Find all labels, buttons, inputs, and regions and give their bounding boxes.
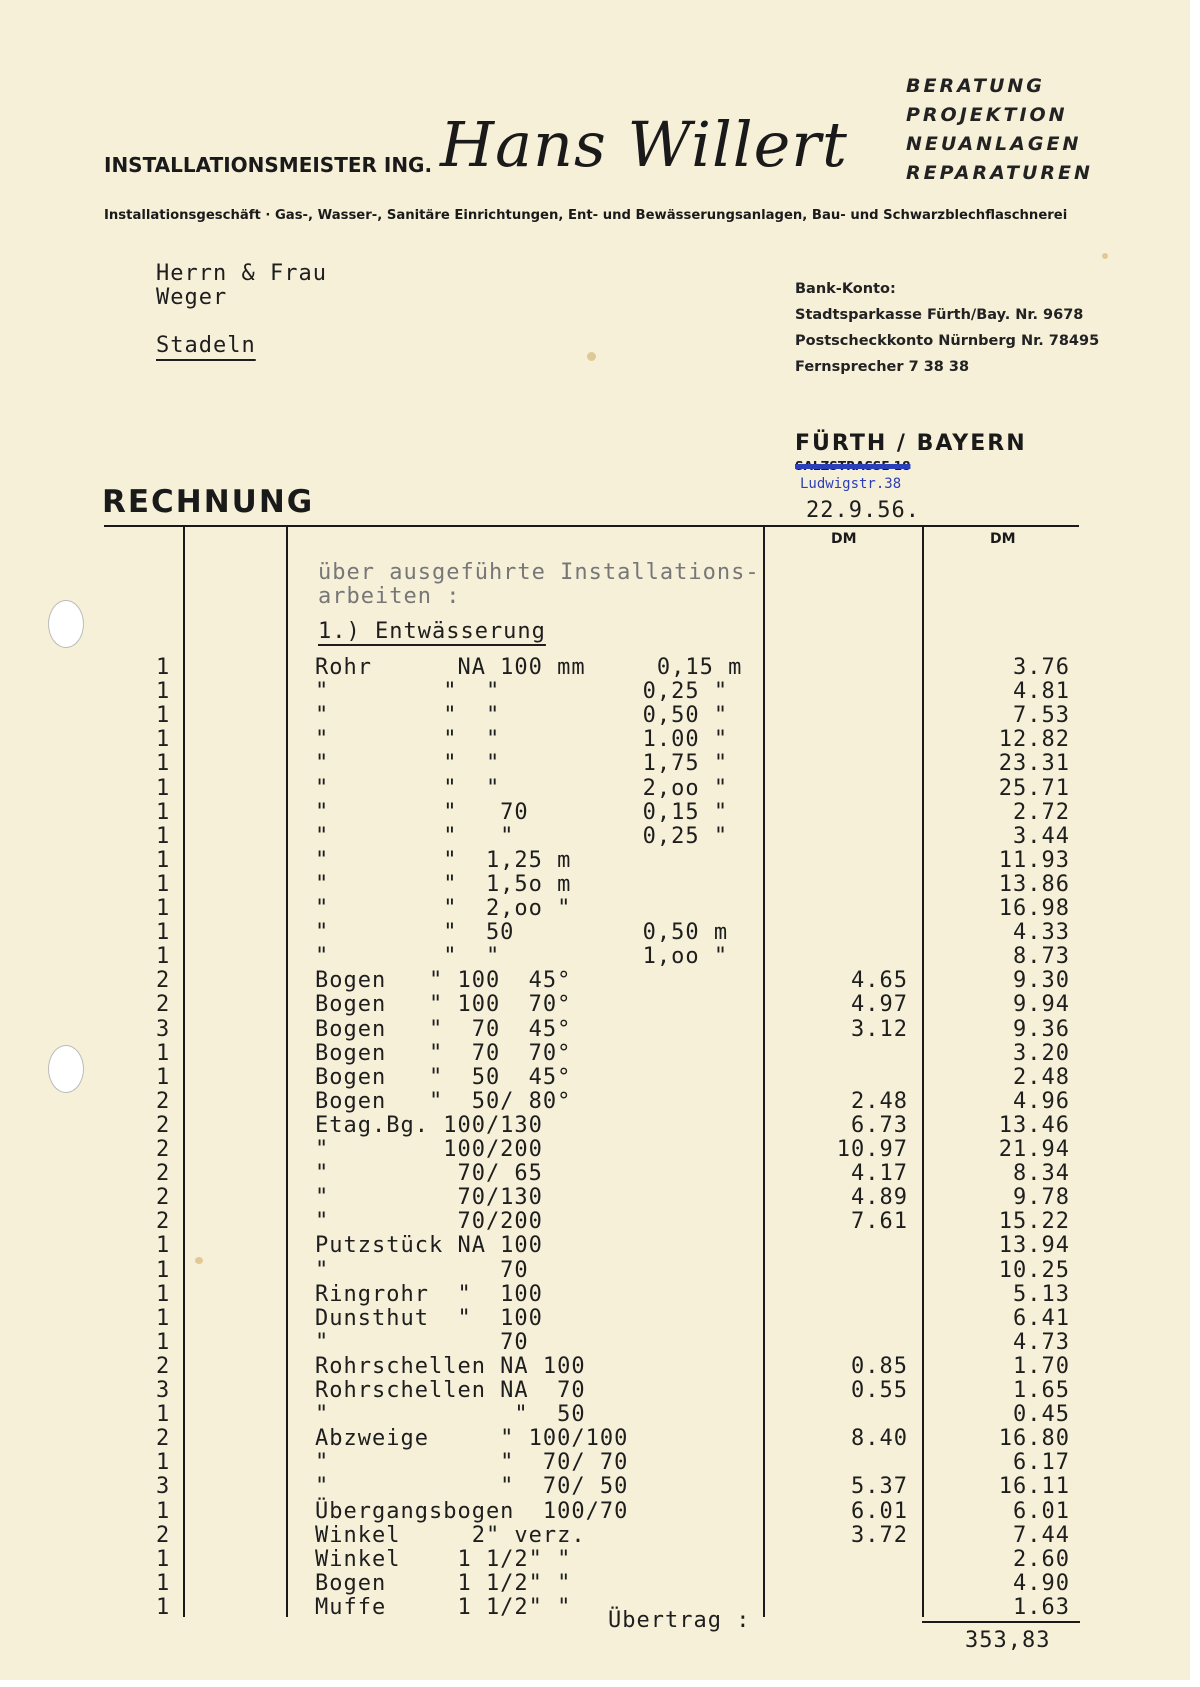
item-total: 15.22 bbox=[998, 1209, 1070, 1235]
table-row bbox=[0, 1041, 1190, 1065]
master-title: INSTALLATIONSMEISTER ING. bbox=[104, 153, 433, 177]
item-quantity: 2 bbox=[156, 1522, 171, 1548]
item-total: 23.31 bbox=[998, 751, 1070, 777]
item-description: " 70/ 65 bbox=[315, 1161, 543, 1187]
item-quantity: 1 bbox=[156, 655, 171, 680]
item-unit-price: 4.17 bbox=[851, 1161, 908, 1187]
item-total: 3.44 bbox=[1013, 823, 1070, 849]
item-quantity: 1 bbox=[156, 1402, 171, 1428]
table-row bbox=[0, 1450, 1190, 1474]
table-row bbox=[0, 800, 1190, 824]
item-description: " 70 bbox=[315, 1329, 529, 1355]
item-quantity: 2 bbox=[156, 1426, 171, 1452]
table-row bbox=[0, 1113, 1190, 1137]
item-quantity: 2 bbox=[156, 1088, 171, 1114]
item-description: Abzweige " 100/100 bbox=[315, 1426, 629, 1452]
item-description: " " " 0,50 " bbox=[315, 703, 729, 729]
table-row bbox=[0, 1523, 1190, 1547]
item-unit-price: 2.48 bbox=[851, 1088, 908, 1114]
invoice-title: RECHNUNG bbox=[102, 484, 315, 520]
item-total: 4.73 bbox=[1013, 1329, 1070, 1355]
item-total: 5.13 bbox=[1013, 1281, 1070, 1307]
company-logo: Hans Willert bbox=[440, 108, 848, 181]
item-total: 25.71 bbox=[998, 775, 1070, 801]
item-description: " " " 0,25 " bbox=[315, 679, 729, 705]
table-row bbox=[0, 1354, 1190, 1378]
item-description: " " " 1.00 " bbox=[315, 727, 729, 753]
item-quantity: 2 bbox=[156, 968, 171, 994]
city-heading: FÜRTH / BAYERN bbox=[795, 431, 1027, 456]
item-total: 4.81 bbox=[1013, 679, 1070, 705]
phone-number: Fernsprecher 7 38 38 bbox=[795, 359, 970, 375]
item-description: " " 70/ 50 bbox=[315, 1474, 629, 1500]
item-description: " " 50 bbox=[315, 1402, 586, 1428]
item-total: 4.96 bbox=[1013, 1088, 1070, 1114]
item-total: 13.94 bbox=[998, 1233, 1070, 1259]
punch-hole-top bbox=[48, 600, 84, 648]
item-description: Winkel 1 1/2" " bbox=[315, 1546, 572, 1572]
item-unit-price: 5.37 bbox=[851, 1474, 908, 1500]
item-quantity: 1 bbox=[156, 727, 171, 753]
item-description: " " " 1,75 " bbox=[315, 751, 729, 777]
table-row bbox=[0, 1330, 1190, 1354]
item-unit-price: 0.85 bbox=[851, 1353, 908, 1379]
table-row bbox=[0, 776, 1190, 800]
item-total: 21.94 bbox=[998, 1137, 1070, 1162]
item-total: 13.86 bbox=[998, 871, 1070, 897]
table-row bbox=[0, 1185, 1190, 1209]
item-description: Putzstück NA 100 bbox=[315, 1233, 543, 1259]
item-total: 16.11 bbox=[998, 1474, 1070, 1500]
item-description: " " 70/ 70 bbox=[315, 1450, 629, 1476]
intro-line-1: über ausgeführte Installations- bbox=[318, 560, 760, 585]
item-total: 9.78 bbox=[1013, 1185, 1070, 1211]
table-row bbox=[0, 1474, 1190, 1498]
item-total: 6.17 bbox=[1013, 1450, 1070, 1476]
item-total: 2.48 bbox=[1013, 1064, 1070, 1090]
bank-label: Bank-Konto: bbox=[795, 281, 896, 297]
item-unit-price: 4.89 bbox=[851, 1185, 908, 1211]
section-heading: 1.) Entwässerung bbox=[318, 619, 546, 644]
item-unit-price: 7.61 bbox=[851, 1209, 908, 1235]
item-total: 1.63 bbox=[1013, 1594, 1070, 1620]
table-row bbox=[0, 992, 1190, 1016]
table-row bbox=[0, 1233, 1190, 1257]
item-description: " " 70 0,15 " bbox=[315, 799, 729, 825]
table-row bbox=[0, 1137, 1190, 1161]
old-street-crossed: SALZSTRASSE 18 bbox=[795, 459, 911, 473]
item-description: Bogen " 50 45° bbox=[315, 1064, 572, 1090]
item-description: Bogen " 100 45° bbox=[315, 968, 572, 994]
item-quantity: 1 bbox=[156, 1450, 171, 1476]
item-total: 11.93 bbox=[998, 847, 1070, 873]
item-total: 7.53 bbox=[1013, 703, 1070, 729]
item-total: 16.80 bbox=[998, 1426, 1070, 1452]
service-item: REPARATUREN bbox=[906, 162, 1093, 184]
item-description: Bogen " 100 70° bbox=[315, 992, 572, 1018]
table-row bbox=[0, 944, 1190, 968]
table-row bbox=[0, 1161, 1190, 1185]
table-row bbox=[0, 1499, 1190, 1523]
recipient-name: Weger bbox=[156, 285, 228, 310]
item-description: " 100/200 bbox=[315, 1137, 543, 1162]
item-quantity: 1 bbox=[156, 944, 171, 970]
table-row bbox=[0, 1571, 1190, 1595]
item-quantity: 1 bbox=[156, 1257, 171, 1283]
item-quantity: 3 bbox=[156, 1378, 171, 1403]
item-unit-price: 6.73 bbox=[851, 1112, 908, 1138]
item-quantity: 1 bbox=[156, 703, 171, 729]
item-unit-price: 3.72 bbox=[851, 1522, 908, 1548]
recipient-city: Stadeln bbox=[156, 333, 256, 358]
business-description: Installationsgeschäft · Gas-, Wasser-, Sanitäre Einrichtungen, Ent- und Bewässerungsanlagen, Bau- und Schwarzblechflaschnerei bbox=[104, 208, 1068, 223]
item-quantity: 1 bbox=[156, 1570, 171, 1596]
item-description: Übergangsbogen 100/70 bbox=[315, 1498, 629, 1524]
item-quantity: 1 bbox=[156, 871, 171, 897]
stain-mark bbox=[587, 352, 596, 361]
item-total: 8.73 bbox=[1013, 944, 1070, 970]
item-quantity: 1 bbox=[156, 1040, 171, 1066]
table-row bbox=[0, 1426, 1190, 1450]
item-description: " " 1,25 m bbox=[315, 847, 572, 873]
intro-line-2: arbeiten : bbox=[318, 584, 461, 609]
item-total: 4.33 bbox=[1013, 920, 1070, 946]
item-quantity: 1 bbox=[156, 1594, 171, 1620]
item-description: " 70/130 bbox=[315, 1185, 543, 1211]
item-unit-price: 6.01 bbox=[851, 1498, 908, 1524]
table-row bbox=[0, 1209, 1190, 1233]
item-description: Bogen " 70 70° bbox=[315, 1040, 572, 1066]
item-quantity: 2 bbox=[156, 1137, 171, 1162]
item-unit-price: 8.40 bbox=[851, 1426, 908, 1452]
services-list bbox=[906, 72, 1093, 188]
item-quantity: 1 bbox=[156, 799, 171, 825]
item-total: 9.30 bbox=[1013, 968, 1070, 994]
item-quantity: 2 bbox=[156, 1185, 171, 1211]
item-quantity: 1 bbox=[156, 679, 171, 705]
item-quantity: 1 bbox=[156, 1329, 171, 1355]
item-quantity: 1 bbox=[156, 1546, 171, 1572]
item-total: 2.60 bbox=[1013, 1546, 1070, 1572]
item-total: 2.72 bbox=[1013, 799, 1070, 825]
item-description: Rohrschellen NA 100 bbox=[315, 1353, 586, 1379]
item-description: " " " 0,25 " bbox=[315, 823, 729, 849]
item-quantity: 3 bbox=[156, 1474, 171, 1500]
item-total: 16.98 bbox=[998, 896, 1070, 921]
table-top-rule bbox=[104, 525, 1079, 527]
item-total: 9.36 bbox=[1013, 1016, 1070, 1042]
table-row bbox=[0, 968, 1190, 992]
table-row bbox=[0, 872, 1190, 896]
item-quantity: 1 bbox=[156, 1281, 171, 1307]
table-row bbox=[0, 1089, 1190, 1113]
service-item: BERATUNG bbox=[906, 75, 1045, 97]
unit-price-header: DM bbox=[831, 531, 857, 547]
item-total: 8.34 bbox=[1013, 1161, 1070, 1187]
item-total: 0.45 bbox=[1013, 1402, 1070, 1428]
table-row bbox=[0, 896, 1190, 920]
table-row bbox=[0, 1547, 1190, 1571]
item-total: 12.82 bbox=[998, 727, 1070, 753]
carry-over-label: Übertrag : bbox=[608, 1608, 751, 1633]
item-description: Rohrschellen NA 70 bbox=[315, 1378, 586, 1403]
item-total: 6.01 bbox=[1013, 1498, 1070, 1524]
item-quantity: 1 bbox=[156, 751, 171, 777]
bank-info bbox=[795, 276, 1099, 380]
item-unit-price: 3.12 bbox=[851, 1016, 908, 1042]
item-unit-price: 10.97 bbox=[836, 1137, 908, 1162]
item-description: " 70 bbox=[315, 1257, 529, 1283]
table-row bbox=[0, 920, 1190, 944]
table-row bbox=[0, 824, 1190, 848]
bank-account-1: Stadtsparkasse Fürth/Bay. Nr. 9678 bbox=[795, 307, 1084, 323]
carry-over-total: 353,83 bbox=[965, 1628, 1051, 1653]
stain-mark bbox=[1102, 253, 1108, 259]
total-underline bbox=[922, 1621, 1080, 1623]
item-description: " " 2,oo " bbox=[315, 896, 572, 921]
item-description: Bogen " 70 45° bbox=[315, 1016, 572, 1042]
item-quantity: 1 bbox=[156, 896, 171, 921]
table-row bbox=[0, 1402, 1190, 1426]
table-row bbox=[0, 1595, 1190, 1619]
table-row bbox=[0, 655, 1190, 679]
item-total: 1.65 bbox=[1013, 1378, 1070, 1403]
item-quantity: 2 bbox=[156, 1353, 171, 1379]
item-quantity: 1 bbox=[156, 1233, 171, 1259]
bank-account-2: Postscheckkonto Nürnberg Nr. 78495 bbox=[795, 333, 1100, 349]
item-quantity: 1 bbox=[156, 1064, 171, 1090]
table-row bbox=[0, 1017, 1190, 1041]
item-description: Rohr NA 100 mm 0,15 m bbox=[315, 655, 743, 680]
table-row bbox=[0, 679, 1190, 703]
service-item: PROJEKTION bbox=[906, 104, 1068, 126]
item-unit-price: 4.65 bbox=[851, 968, 908, 994]
item-quantity: 1 bbox=[156, 920, 171, 946]
street-stamp: Ludwigstr.38 bbox=[800, 476, 902, 492]
table-row bbox=[0, 727, 1190, 751]
item-description: Etag.Bg. 100/130 bbox=[315, 1112, 543, 1138]
item-total: 13.46 bbox=[998, 1112, 1070, 1138]
item-description: Dunsthut " 100 bbox=[315, 1305, 543, 1331]
table-row bbox=[0, 1378, 1190, 1402]
table-row bbox=[0, 703, 1190, 727]
item-total: 4.90 bbox=[1013, 1570, 1070, 1596]
item-quantity: 2 bbox=[156, 992, 171, 1018]
table-row bbox=[0, 1065, 1190, 1089]
service-item: NEUANLAGEN bbox=[906, 133, 1082, 155]
item-total: 7.44 bbox=[1013, 1522, 1070, 1548]
item-total: 9.94 bbox=[1013, 992, 1070, 1018]
total-header: DM bbox=[990, 531, 1016, 547]
item-description: Ringrohr " 100 bbox=[315, 1281, 543, 1307]
item-description: Muffe 1 1/2" " bbox=[315, 1594, 572, 1620]
item-total: 6.41 bbox=[1013, 1305, 1070, 1331]
item-quantity: 2 bbox=[156, 1161, 171, 1187]
item-quantity: 1 bbox=[156, 775, 171, 801]
item-total: 3.76 bbox=[1013, 655, 1070, 680]
item-total: 10.25 bbox=[998, 1257, 1070, 1283]
item-description: " " " 1,oo " bbox=[315, 944, 729, 970]
item-description: Bogen 1 1/2" " bbox=[315, 1570, 572, 1596]
item-total: 1.70 bbox=[1013, 1353, 1070, 1379]
item-description: " " 50 0,50 m bbox=[315, 920, 729, 946]
item-description: " " 1,5o m bbox=[315, 871, 572, 897]
table-row bbox=[0, 1282, 1190, 1306]
item-description: " " " 2,oo " bbox=[315, 775, 729, 801]
item-quantity: 2 bbox=[156, 1209, 171, 1235]
item-description: Winkel 2" verz. bbox=[315, 1522, 586, 1548]
invoice-date: 22.9.56. bbox=[806, 498, 920, 523]
table-row bbox=[0, 1258, 1190, 1282]
item-total: 3.20 bbox=[1013, 1040, 1070, 1066]
item-quantity: 2 bbox=[156, 1112, 171, 1138]
item-quantity: 1 bbox=[156, 847, 171, 873]
item-quantity: 1 bbox=[156, 823, 171, 849]
item-quantity: 1 bbox=[156, 1498, 171, 1524]
item-unit-price: 0.55 bbox=[851, 1378, 908, 1403]
table-row bbox=[0, 751, 1190, 775]
recipient-salutation: Herrn & Frau bbox=[156, 261, 327, 286]
item-description: Bogen " 50/ 80° bbox=[315, 1088, 572, 1114]
table-row bbox=[0, 848, 1190, 872]
item-unit-price: 4.97 bbox=[851, 992, 908, 1018]
item-quantity: 1 bbox=[156, 1305, 171, 1331]
table-row bbox=[0, 1306, 1190, 1330]
item-description: " 70/200 bbox=[315, 1209, 543, 1235]
item-quantity: 3 bbox=[156, 1016, 171, 1042]
